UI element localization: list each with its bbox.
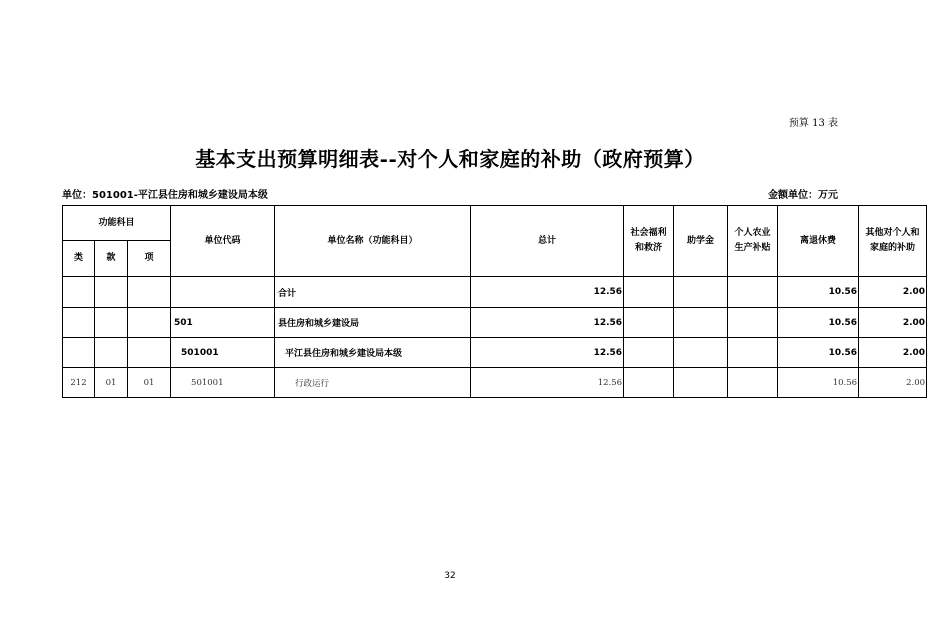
cell-code: 501001 — [171, 338, 275, 368]
cell-social-welfare — [624, 277, 674, 308]
cell-student-aid — [674, 338, 728, 368]
cell-agri-subsidy — [728, 368, 778, 398]
cell-retirement: 10.56 — [778, 338, 859, 368]
header-other-subsidy: 其他对个人和家庭的补助 — [859, 206, 927, 277]
header-kuan: 款 — [95, 241, 128, 277]
header-unit-code: 单位代码 — [171, 206, 275, 277]
cell-name: 合计 — [275, 277, 471, 308]
cell-lei: 212 — [63, 368, 95, 398]
cell-xiang: 01 — [128, 368, 171, 398]
cell-lei — [63, 338, 95, 368]
cell-other: 2.00 — [859, 277, 927, 308]
cell-other: 2.00 — [859, 308, 927, 338]
cell-agri-subsidy — [728, 277, 778, 308]
cell-xiang — [128, 308, 171, 338]
header-unit-name: 单位名称（功能科目） — [275, 206, 471, 277]
table-row — [63, 277, 927, 308]
cell-name: 平江县住房和城乡建设局本级 — [275, 338, 471, 368]
unit-label: 单位：501001-平江县住房和城乡建设局本级 — [62, 190, 268, 201]
cell-total: 12.56 — [471, 368, 624, 398]
header-total: 总计 — [471, 206, 624, 277]
cell-agri-subsidy — [728, 308, 778, 338]
page-title: 基本支出预算明细表--对个人和家庭的补助（政府预算） — [195, 147, 705, 171]
cell-student-aid — [674, 308, 728, 338]
cell-retirement: 10.56 — [778, 277, 859, 308]
cell-total: 12.56 — [471, 308, 624, 338]
cell-lei — [63, 308, 95, 338]
cell-total: 12.56 — [471, 277, 624, 308]
header-retirement: 离退休费 — [778, 206, 859, 277]
table-row — [63, 338, 927, 368]
cell-xiang — [128, 338, 171, 368]
cell-lei — [63, 277, 95, 308]
cell-retirement: 10.56 — [778, 308, 859, 338]
cell-social-welfare — [624, 308, 674, 338]
cell-name: 县住房和城乡建设局 — [275, 308, 471, 338]
cell-student-aid — [674, 277, 728, 308]
cell-kuan — [95, 277, 128, 308]
cell-other: 2.00 — [859, 368, 927, 398]
cell-kuan: 01 — [95, 368, 128, 398]
cell-name: 行政运行 — [275, 368, 471, 398]
cell-social-welfare — [624, 368, 674, 398]
cell-xiang — [128, 277, 171, 308]
header-student-aid: 助学金 — [674, 206, 728, 277]
header-function-subject: 功能科目 — [63, 206, 171, 241]
header-social-welfare: 社会福利和救济 — [624, 206, 674, 277]
page-number: 32 — [444, 571, 456, 581]
amount-unit-label: 金额单位：万元 — [768, 190, 838, 201]
header-lei: 类 — [63, 241, 95, 277]
cell-agri-subsidy — [728, 338, 778, 368]
header-agri-subsidy: 个人农业生产补贴 — [728, 206, 778, 277]
cell-code: 501 — [171, 308, 275, 338]
form-number: 预算 13 表 — [788, 118, 838, 129]
cell-other: 2.00 — [859, 338, 927, 368]
cell-total: 12.56 — [471, 338, 624, 368]
cell-code — [171, 277, 275, 308]
cell-student-aid — [674, 368, 728, 398]
cell-kuan — [95, 338, 128, 368]
cell-code: 501001 — [171, 368, 275, 398]
cell-retirement: 10.56 — [778, 368, 859, 398]
budget-table — [62, 205, 927, 398]
table-row — [63, 368, 927, 398]
cell-social-welfare — [624, 338, 674, 368]
header-xiang: 项 — [128, 241, 171, 277]
cell-kuan — [95, 308, 128, 338]
table-row — [63, 308, 927, 338]
